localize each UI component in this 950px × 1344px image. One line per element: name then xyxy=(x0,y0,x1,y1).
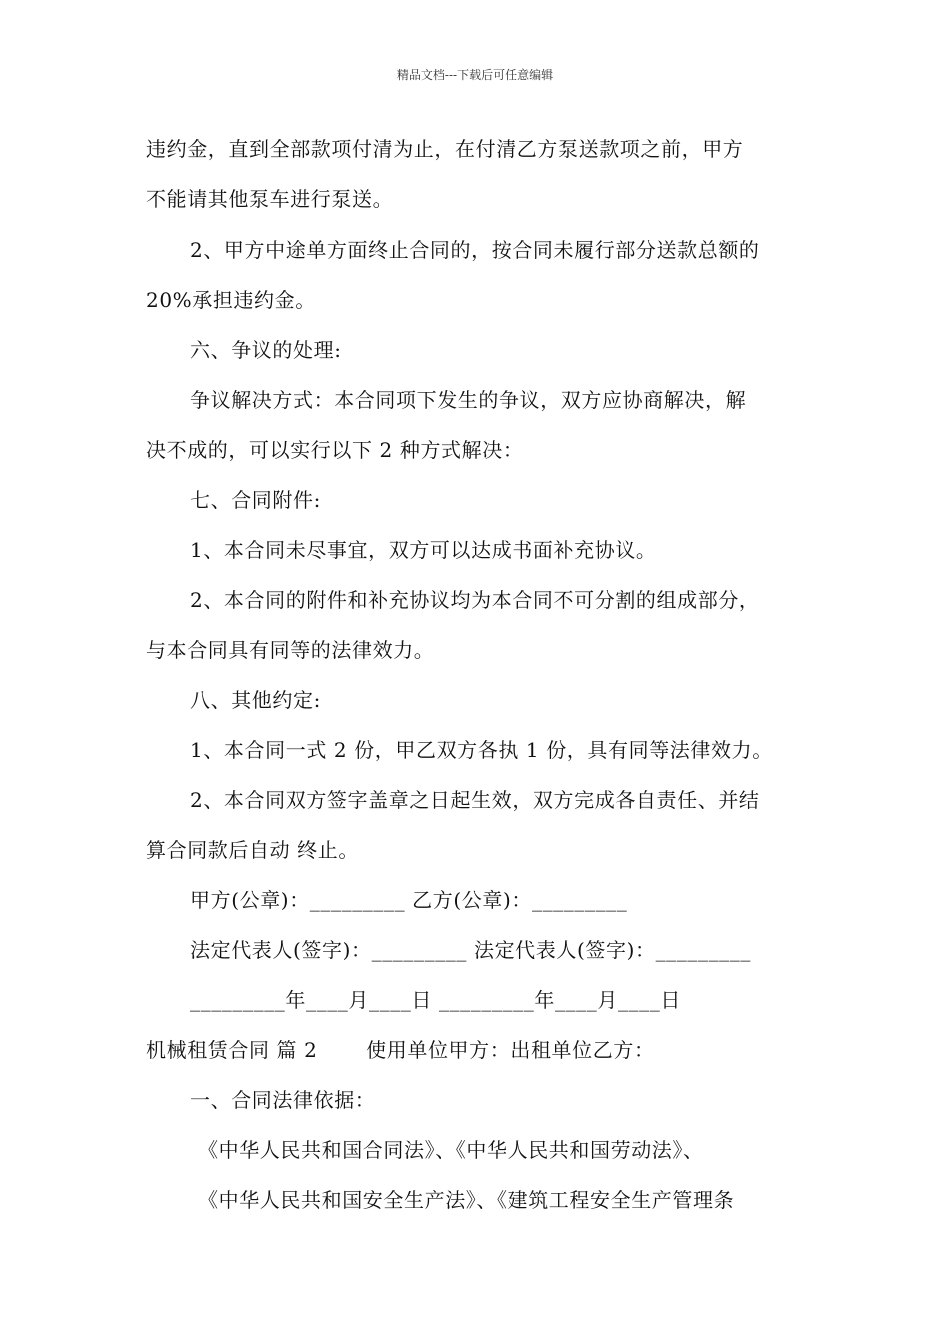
section-heading: 八、其他约定: xyxy=(190,688,321,712)
body-line: 与本合同具有同等的法律效力。 xyxy=(146,638,435,662)
body-line: 《中华人民共和国合同法》、《中华人民共和国劳动法》、 xyxy=(198,1138,704,1162)
body-line: 1、本合同一式 2 份，甲乙双方各执 1 份，具有同等法律效力。 xyxy=(190,738,773,762)
body-line: 2、甲方中途单方面终止合同的，按合同未履行部分送款总额的 xyxy=(190,238,760,262)
body-line: 2、本合同双方签字盖章之日起生效，双方完成各自责任、并结 xyxy=(190,788,760,812)
section-heading: 一、合同法律依据： xyxy=(190,1088,376,1112)
page-header: 精品文档---下载后可任意编辑 xyxy=(396,68,554,82)
body-line: 不能请其他泵车进行泵送。 xyxy=(146,187,394,211)
contract-title-line: 机械租赁合同 篇 2 使用单位甲方：出租单位乙方： xyxy=(146,1038,655,1062)
body-line: 算合同款后自动 终止。 xyxy=(146,838,359,862)
signature-line-representative: 法定代表人(签字)：_________ 法定代表人(签字)：_________ xyxy=(190,938,751,962)
section-heading: 七、合同附件: xyxy=(190,488,321,512)
body-line: 争议解决方式：本合同项下发生的争议，双方应协商解决，解 xyxy=(190,388,747,412)
body-line: 违约金，直到全部款项付清为止，在付清乙方泵送款项之前，甲方 xyxy=(146,137,744,161)
signature-line-seal: 甲方(公章)：_________ 乙方(公章)：_________ xyxy=(190,888,628,912)
body-line: 20%承担违约金。 xyxy=(146,288,316,312)
body-line: 《中华人民共和国安全生产法》、《建筑工程安全生产管理条 xyxy=(198,1188,735,1212)
section-heading: 六、争议的处理: xyxy=(190,338,342,362)
body-line: 2、本合同的附件和补充协议均为本合同不可分割的组成部分， xyxy=(190,588,760,612)
body-line: 1、本合同未尽事宜，双方可以达成书面补充协议。 xyxy=(190,538,657,562)
body-line: 决不成的，可以实行以下 2 种方式解决： xyxy=(146,438,524,462)
signature-line-date: _________年____月____日 _________年____月____日 xyxy=(190,988,681,1012)
